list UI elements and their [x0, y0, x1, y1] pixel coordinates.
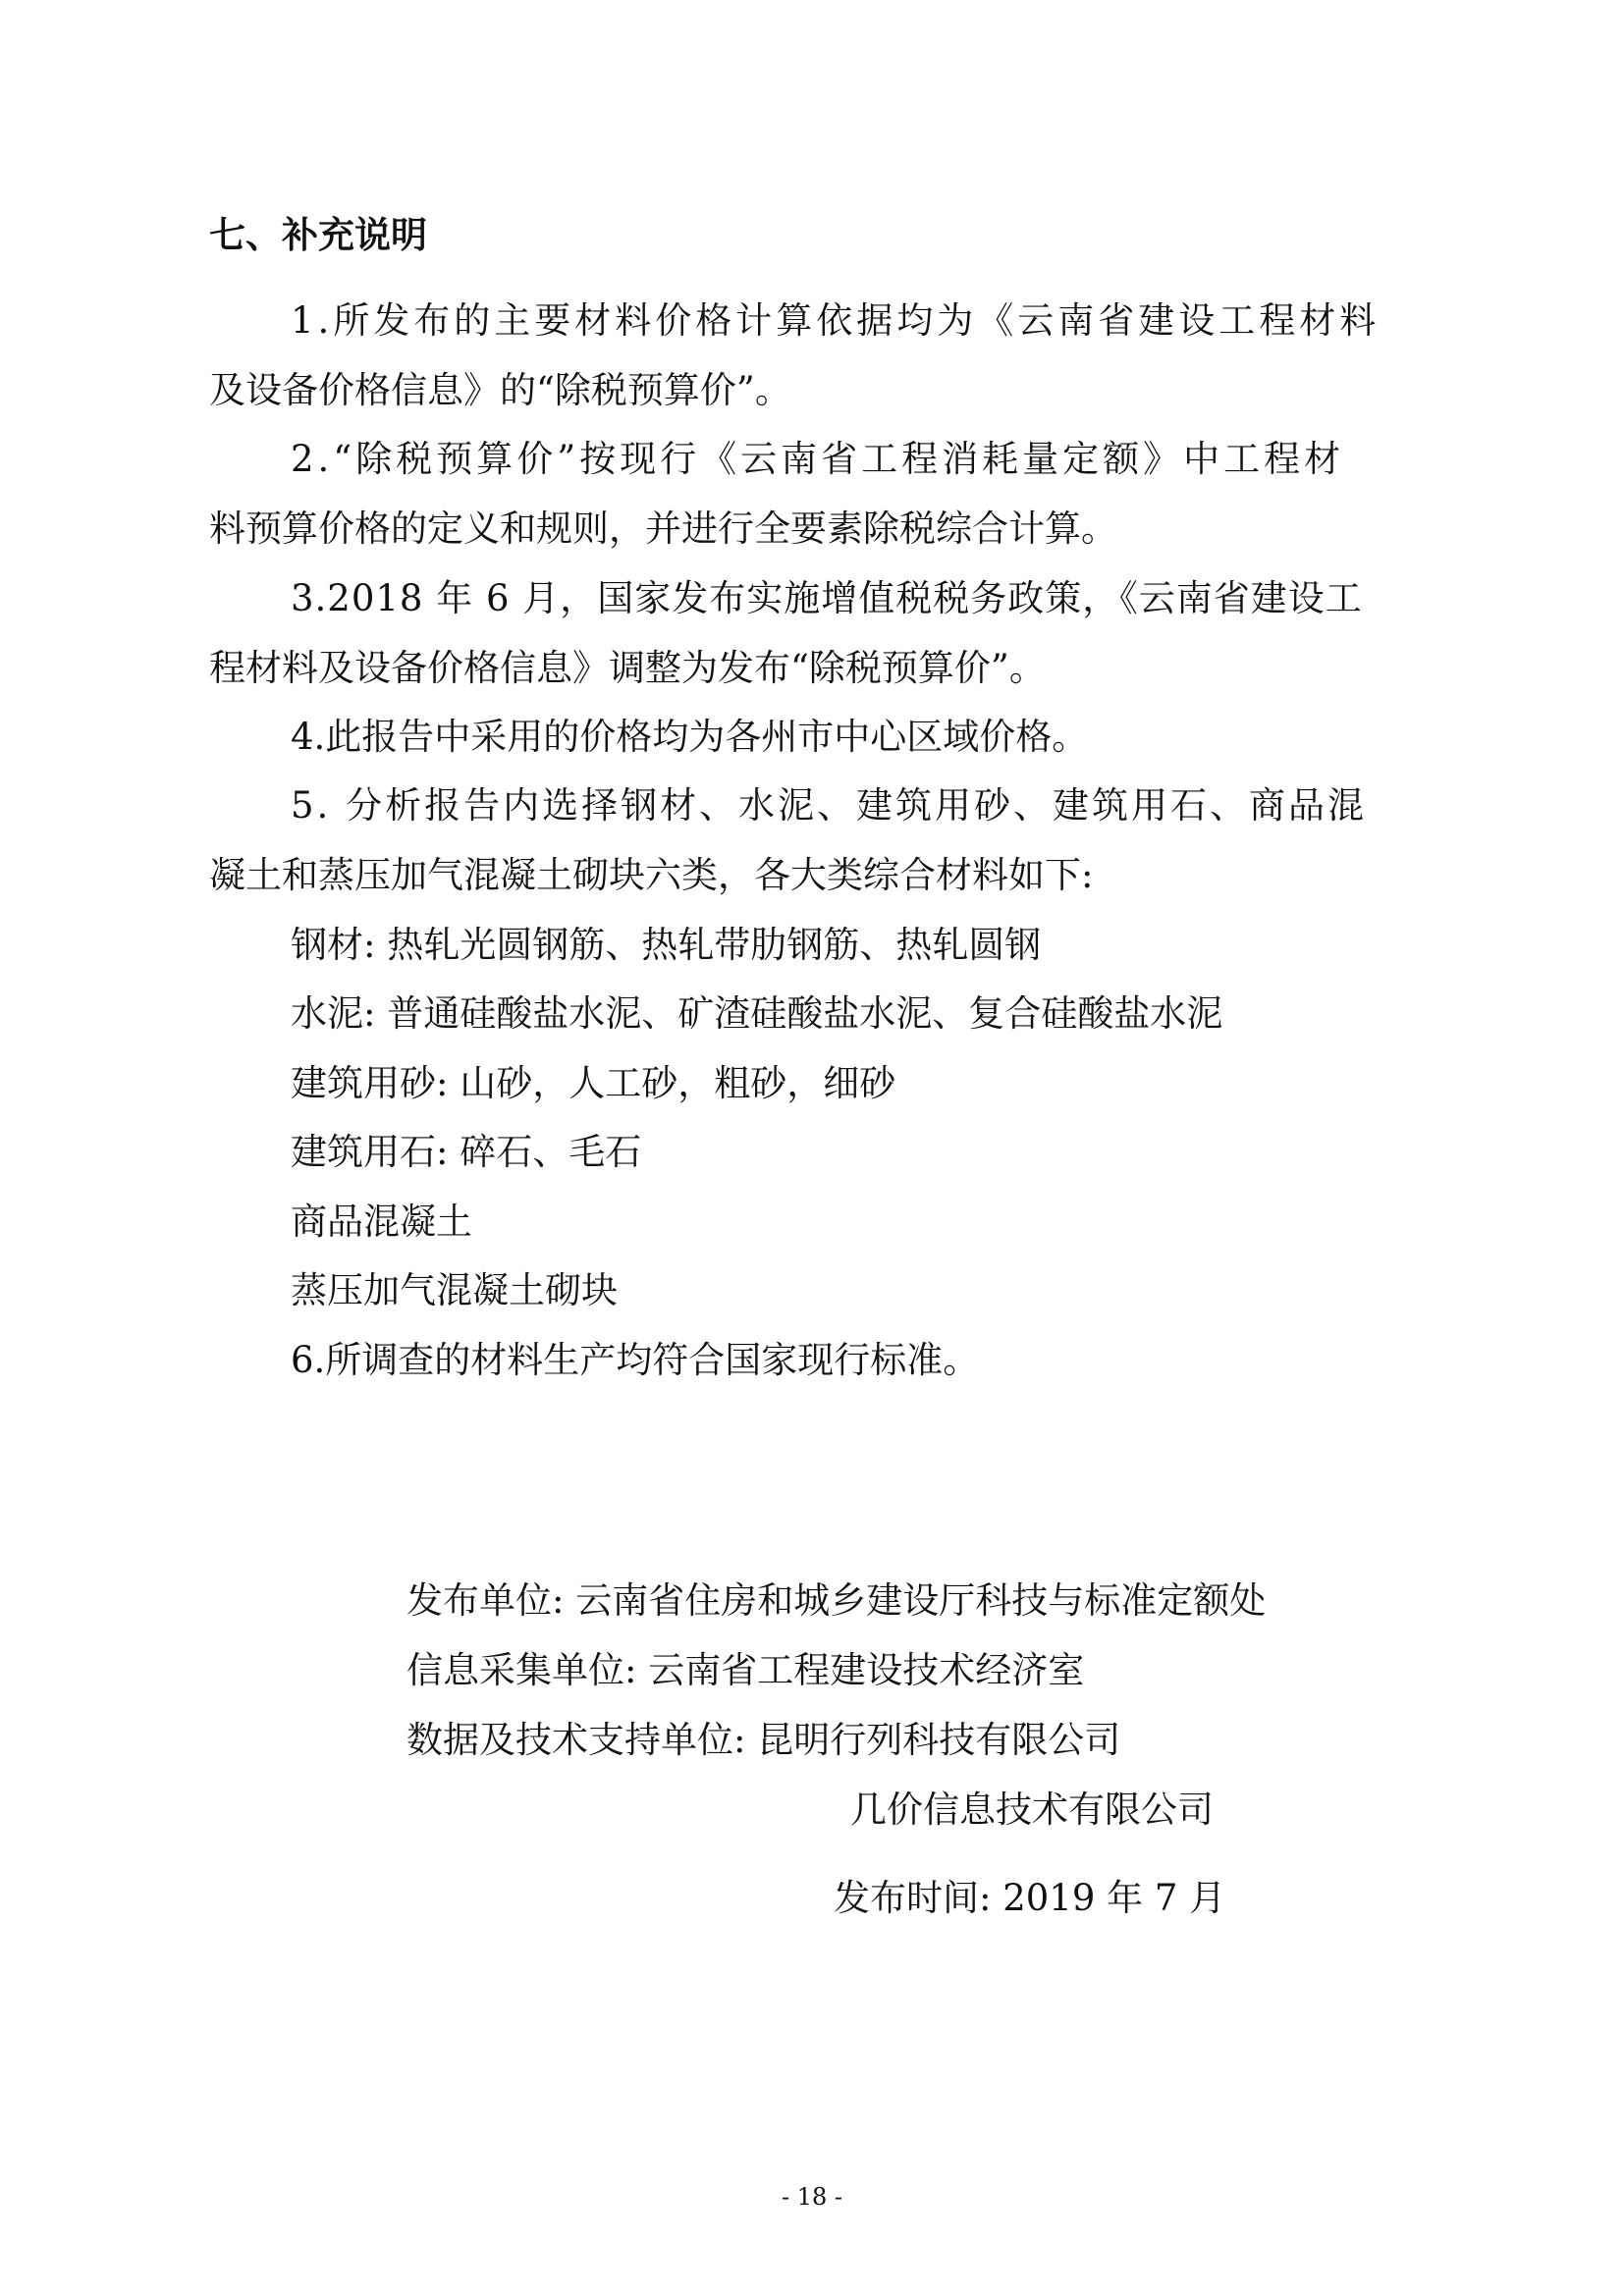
note-1-line-1: 1.所发布的主要材料价格计算依据均为《云南省建设工程材料	[291, 299, 1380, 342]
category-concrete: 商品混凝土	[291, 1201, 472, 1243]
note-6-line-1: 6.所调查的材料生产均符合国家现行标准。	[291, 1339, 980, 1381]
category-cement: 水泥: 普通硅酸盐水泥、矿渣硅酸盐水泥、复合硅酸盐水泥	[291, 992, 1223, 1035]
note-5-line-2: 凝土和蒸压加气混凝土砌块六类，各大类综合材料如下:	[209, 854, 1094, 896]
note-4-line-1: 4.此报告中采用的价格均为各州市中心区域价格。	[291, 716, 1089, 758]
page-number: - 18 -	[781, 2183, 842, 2211]
note-3-line-1: 3.2018 年 6 月，国家发布实施增值税税务政策，《云南省建设工	[291, 577, 1363, 619]
category-stone: 建筑用石: 碎石、毛石	[291, 1131, 642, 1173]
note-3-line-2: 程材料及设备价格信息》调整为发布“除税预算价”。	[209, 647, 1046, 689]
publisher-line: 发布单位: 云南省住房和城乡建设厅科技与标准定额处	[406, 1579, 1267, 1622]
section-heading: 七、补充说明	[209, 213, 427, 256]
note-2-line-2: 料预算价格的定义和规则，并进行全要素除税综合计算。	[209, 507, 1117, 550]
category-steel: 钢材: 热轧光圆钢筋、热轧带肋钢筋、热轧圆钢	[291, 924, 1042, 966]
category-sand: 建筑用砂: 山砂，人工砂，粗砂，细砂	[291, 1062, 896, 1104]
note-1-line-2: 及设备价格信息》的“除税预算价”。	[209, 369, 791, 411]
support-line-2: 几价信息技术有限公司	[850, 1789, 1214, 1831]
release-date: 发布时间: 2019 年 7 月	[834, 1877, 1226, 1919]
note-5-line-1: 5. 分析报告内选择钢材、水泥、建筑用砂、建筑用石、商品混	[291, 784, 1368, 827]
category-aac-block: 蒸压加气混凝土砌块	[291, 1269, 618, 1311]
collector-line: 信息采集单位: 云南省工程建设技术经济室	[406, 1649, 1085, 1691]
support-line-1: 数据及技术支持单位: 昆明行列科技有限公司	[406, 1719, 1121, 1761]
note-2-line-1: 2.“除税预算价”按现行《云南省工程消耗量定额》中工程材	[291, 438, 1345, 480]
